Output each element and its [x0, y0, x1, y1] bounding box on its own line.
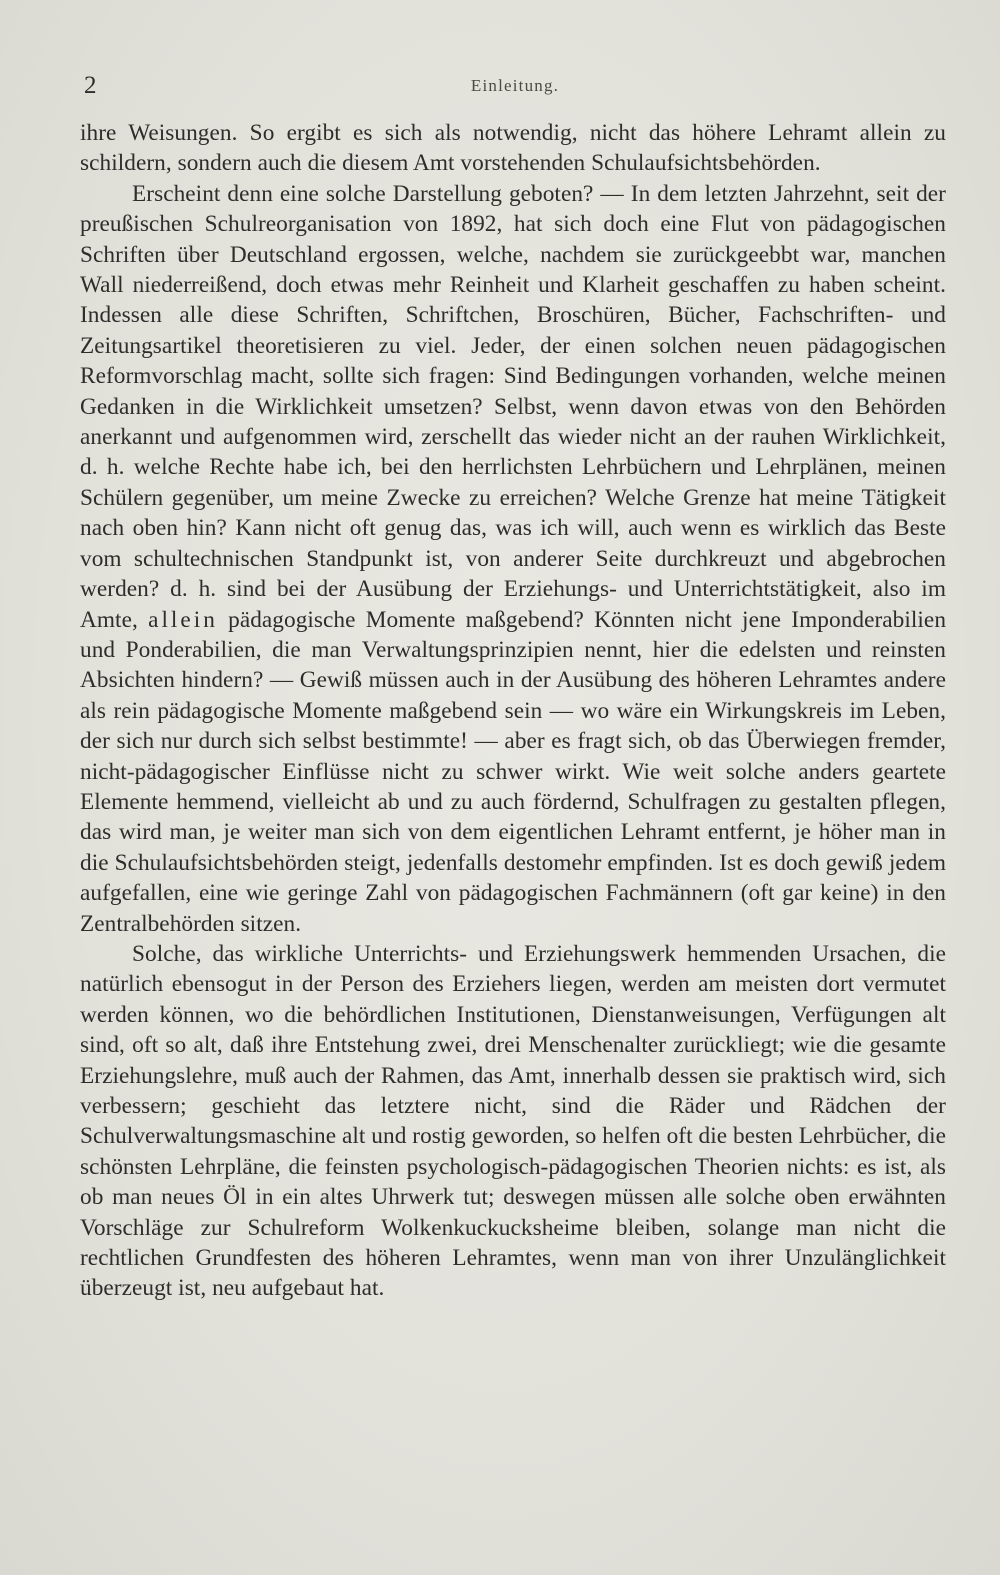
- paragraph-1: ihre Weisungen. So ergibt es sich als notwendig, nicht das höhere Lehramt allein zu schildern, sondern auch die diesem Amt vorstehenden Schulaufsichtsbehörden.: [80, 120, 946, 177]
- paragraph-3: Solche, das wirkliche Unterrichts- und Erziehungswerk hemmenden Ursachen, die natürlich ebensogut in der Person des Erziehers liegen, werden am meisten dort vermutet werden können, wo die behördlichen Institutionen, Dienstanweisungen, Verfügungen alt sind, oft so alt, daß ihre Entstehung zwei, drei Menschenalter zurückliegt; wie die gesamte Erziehungslehre, muß auch der Rahmen, das Amt, innerhalb dessen sie praktisch wird, sich verbessern; geschieht das letztere nicht, sind die Räder und Rädchen der Schulverwaltungsmaschine alt und rostig geworden, so helfen oft die besten Lehrbücher, die schönsten Lehrpläne, die feinsten psychologisch-pädagogischen Theorien nichts: es ist, als ob man neues Öl in ein altes Uhrwerk tut; deswegen müssen alle solche oben erwähnten Vorschläge zur Schulreform Wolkenkuckucksheime bleiben, solange man nicht die rechtlichen Grundfesten des höheren Lehramtes, wenn man von ihrer Unzulänglichkeit überzeugt ist, neu aufgebaut hat.: [80, 940, 946, 1302]
- paragraph-2-text-after: pädagogische Momente maßgebend? Könnten nicht jene Imponderabilien und Ponderabilien, die man Verwaltungsprinzipien nennt, hier die edelsten und reinsten Absichten hindern? — Gewiß müssen auch in der Ausübung des höheren Lehramtes andere als rein pädagogische Momente maßgebend sein — wo wäre ein Wirkungskreis im Leben, der sich nur durch sich selbst bestimmte! — aber es fragt sich, ob das Überwiegen fremder, nicht-pädagogischer Einflüsse nicht zu schwer wirkt. Wie weit solche anders geartete Elemente hemmend, vielleicht ab und zu auch fördernd, Schulfragen zu gestalten pflegen, das wird man, je weiter man sich von dem eigentlichen Lehramt entfernt, je höher man in die Schulaufsichtsbehörden steigt, jedenfalls destomehr empfinden. Ist es doch gewiß jedem aufgefallen, eine wie geringe Zahl von pädagogischen Fachmännern (oft gar keine) in den Zentralbehörden sitzen.: [80, 606, 947, 937]
- paragraph-2: [80, 179, 946, 939]
- spaced-emphasis-word: allein: [148, 606, 218, 633]
- text-body: [80, 118, 946, 1304]
- running-head: Einleitung.: [470, 76, 560, 95]
- page-number: 2: [84, 72, 97, 99]
- paragraph-2-text-before: Erscheint denn eine solche Darstellung geboten? — In dem letzten Jahrzehnt, seit der preußischen Schulreorganisation von 1892, hat sich doch eine Flut von pädagogischen Schriften über Deutschland ergossen, welche, nachdem sie zurückgeebbt war, manchen Wall niederreißend, doch etwas mehr Reinheit und Klarheit geschaffen zu haben scheint. Indessen alle diese Schriften, Schriftchen, Broschüren, Bücher, Fachschriften- und Zeitungsartikel theoretisieren zu viel. Jeder, der einen solchen neuen pädagogischen Reformvorschlag macht, sollte sich fragen: Sind Bedingungen vorhanden, welche meinen Gedanken in die Wirklichkeit umsetzen? Selbst, wenn davon etwas von den Behörden anerkannt und aufgenommen wird, zerschellt das wieder nicht an der rauhen Wirklichkeit, d. h. welche Rechte habe ich, bei den herrlichsten Lehrbüchern und Lehrplänen, meinen Schülern gegenüber, um meine Zwecke zu erreichen? Welche Grenze hat meine Tätigkeit nach oben hin? Kann nicht oft genug das, was ich will, auch wenn es wirklich das Beste vom schultechnischen Standpunkt ist, von anderer Seite durchkreuzt und abgebrochen werden? d. h. sind bei der Ausübung der Erziehungs- und Unterrichtstätigkeit, also im Amte,: [80, 180, 946, 633]
- page-header: [84, 72, 946, 102]
